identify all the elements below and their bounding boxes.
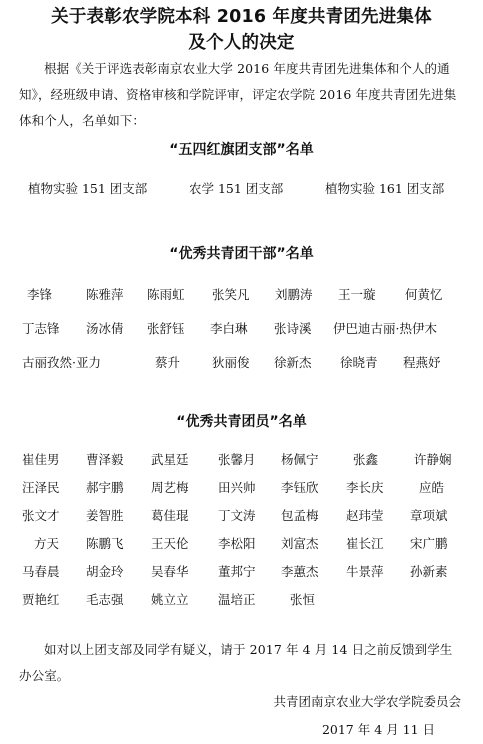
list-item: 杨佩宁 [281,452,319,467]
list-item: 李长庆 [346,480,384,495]
list-item: 陈鹏飞 [86,536,124,551]
list-item: 张鑫 [353,452,379,467]
list-item: 郝宇鹏 [86,480,124,495]
intro-paragraph: 根据《关于评选表彰南京农业大学 2016 年度共青团先进集体和个人的通知》，经班级申请、资格审核和学院评审，评定农学院 2016 年度共青团先进集体和个人，名单如下： [19,61,457,128]
issue-date: 2017 年 4 月 11 日 [321,722,435,737]
list-item: 马春晨 [22,564,60,579]
list-item: 张诗溪 [274,321,312,336]
list-item: 何黄忆 [405,287,443,302]
list-item: 古丽孜然·亚力 [22,355,101,370]
list-item: 汪泽民 [22,480,60,495]
list-item: 张文才 [22,508,60,523]
list-item: 丁文涛 [218,508,256,523]
list-item: 曹泽毅 [86,452,124,467]
list-item: 李松阳 [218,536,256,551]
list-item: 伊巴迪古丽·热伊木 [333,321,437,336]
list-item: 农学 151 团支部 [189,181,284,196]
list-item: 陈雨虹 [147,287,185,302]
list-item: 徐晓青 [340,355,378,370]
list-item: 张笑凡 [212,287,250,302]
list-item: 温培正 [218,592,256,607]
list-item: 张恒 [290,592,316,607]
list-item: 牛景萍 [346,564,384,579]
list-item: 许静娴 [414,452,452,467]
list-item: 葛佳琨 [151,508,189,523]
list-item: 王天伦 [151,536,189,551]
list-item: 刘鹏涛 [275,287,313,302]
list-item: 汤冰倩 [86,321,124,336]
list-item: 章项斌 [410,508,448,523]
list-item: 崔佳男 [22,452,60,467]
list-item: 张馨月 [218,452,256,467]
list-item: 刘富杰 [281,536,319,551]
list-item: 贾艳红 [22,592,60,607]
list-item: 李钰欣 [281,480,319,495]
list-item: 包孟梅 [281,508,319,523]
section-heading-red-flag-branch: “五四红旗团支部”名单 [169,142,314,158]
list-item: 胡金玲 [86,564,124,579]
list-item: 毛志强 [86,592,124,607]
list-item: 周艺梅 [151,480,189,495]
list-item: 李蕙杰 [281,564,319,579]
list-item: 李锋 [27,287,53,302]
list-item: 王一璇 [338,287,376,302]
document-title-line-2: 及个人的决定 [188,33,295,53]
list-item: 丁志锋 [22,321,60,336]
signer: 共青团南京农业大学农学院委员会 [273,694,461,709]
list-item: 植物实验 151 团支部 [28,181,148,196]
section-heading-excellent-member: “优秀共青团员”名单 [176,414,307,430]
list-item: 姜智胜 [86,508,124,523]
list-item: 陈雅萍 [86,287,124,302]
list-item: 武星廷 [151,452,189,467]
list-item: 张舒钰 [147,321,185,336]
list-item: 程燕妤 [403,355,441,370]
list-item: 蔡升 [155,355,181,370]
list-item: 姚立立 [151,592,189,607]
document-title-line-1: 关于表彰农学院本科 2016 年度共青团先进集体 [51,7,432,27]
list-item: 方天 [34,536,60,551]
list-item: 宋广鹏 [410,536,448,551]
list-item: 田兴帅 [218,480,256,495]
list-item: 狄丽俊 [212,355,250,370]
list-item: 应皓 [419,480,445,495]
list-item: 孙新素 [410,564,448,579]
list-item: 李白琳 [210,321,248,336]
list-item: 董邦宁 [218,564,256,579]
list-item: 赵玮莹 [346,508,384,523]
list-item: 崔长江 [346,536,384,551]
list-item: 植物实验 161 团支部 [325,181,445,196]
list-item: 徐新杰 [274,355,312,370]
list-item: 吴春华 [151,564,189,579]
closing-paragraph: 如对以上团支部及同学有疑义，请于 2017 年 4 月 14 日之前反馈到学生办公室。 [19,642,453,683]
section-heading-excellent-cadre: “优秀共青团干部”名单 [169,246,314,262]
